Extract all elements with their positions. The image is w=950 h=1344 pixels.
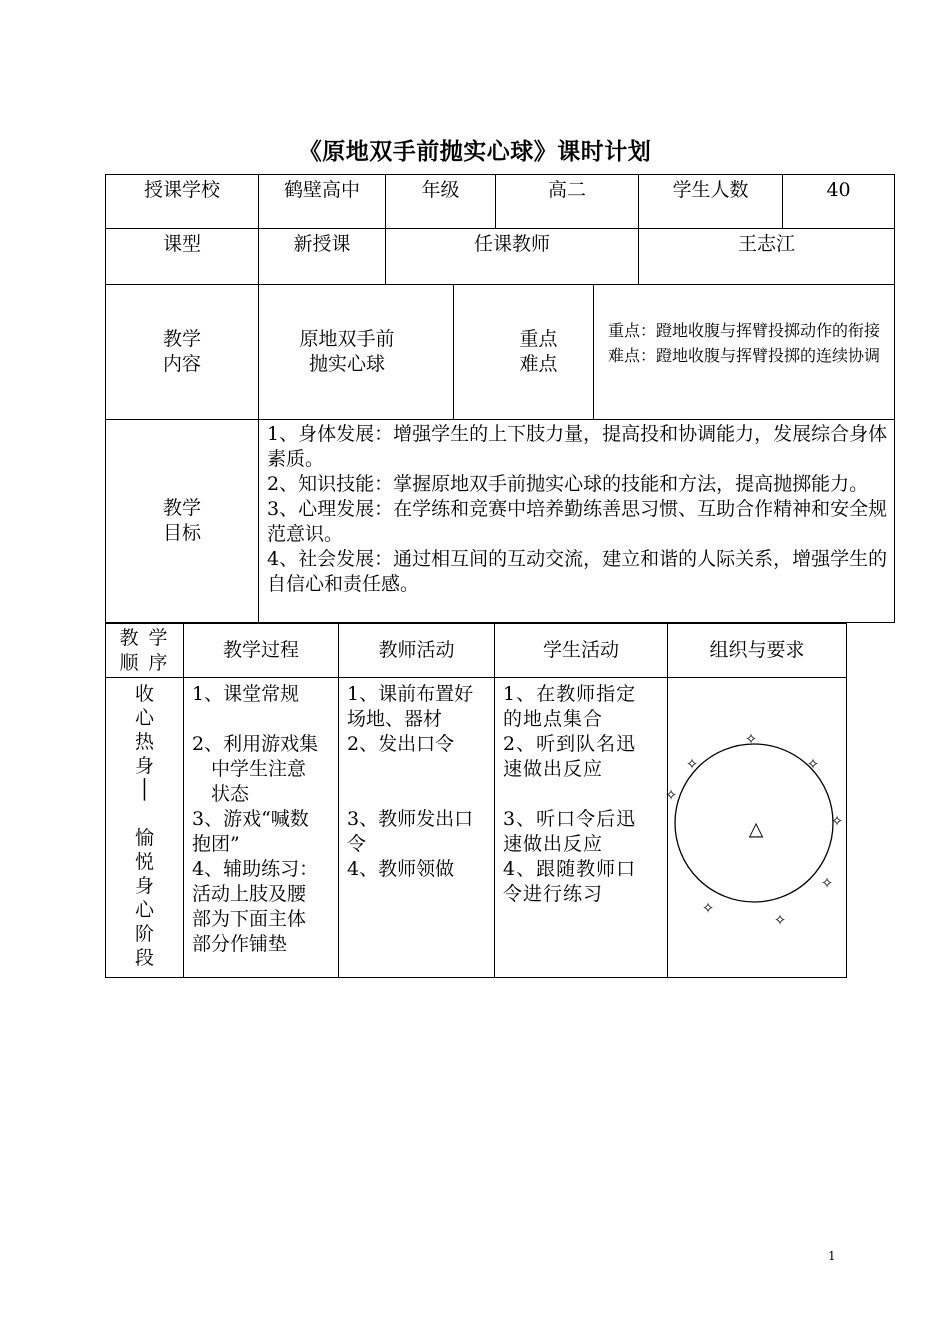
- student-marker: ✧: [820, 874, 834, 892]
- content-label: 教学 内容: [106, 285, 259, 420]
- students-value: 40: [783, 175, 895, 229]
- content-value: 原地双手前 抛实心球: [259, 285, 454, 420]
- process-steps: 1、课堂常规 2、利用游戏集 中学生注意 状态 3、游戏“喊数 抱团” 4、辅助练习： 活动上肢及腰 部为下面主体 部分作铺垫: [184, 678, 339, 978]
- stage-name: 收 心 热 身 │ 愉 悦 身 心 阶 段: [106, 678, 184, 978]
- header-teacher: 教师活动: [339, 624, 495, 678]
- difficulty-point: 难点：蹬地收腹与挥臂投掷的连续协调: [608, 346, 881, 365]
- header-organization: 组织与要求: [668, 624, 847, 678]
- teacher-marker: △: [748, 818, 764, 840]
- students-label: 学生人数: [639, 175, 783, 229]
- student-marker: ✧: [664, 786, 678, 804]
- teacher-label: 任课教师: [386, 229, 639, 285]
- objective-item: 3、心理发展：在学练和竞赛中培养勤练善思习惯、互助合作精神和安全规范意识。: [267, 498, 888, 545]
- student-activities: 1、在教师指定 的地点集合 2、听到队名迅 速做出反应 3、听口令后迅 速做出反应 4、跟随教师口 令进行练习: [495, 678, 668, 978]
- student-marker: ✧: [744, 730, 758, 748]
- objective-item: 1、身体发展：增强学生的上下肢力量，提高投和协调能力，发展综合身体素质。: [267, 423, 888, 470]
- school-value: 鹤壁高中: [259, 175, 386, 229]
- page-number: 1: [828, 1249, 836, 1263]
- objective-item: 4、社会发展：通过相互间的互动交流，建立和谐的人际关系，增强学生的自信心和责任感。: [267, 548, 888, 595]
- header-student: 学生活动: [495, 624, 668, 678]
- organization-cell: [664, 678, 847, 978]
- objectives-list: [259, 420, 895, 623]
- header-stage: 教 学 顺 序: [106, 624, 184, 678]
- student-marker: ✧: [830, 812, 844, 830]
- school-label: 授课学校: [106, 175, 259, 229]
- student-marker: ✧: [773, 911, 787, 929]
- teacher-activities: 1、课前布置好 场地、器材 2、发出口令 3、教师发出口 令 4、教师领做: [339, 678, 495, 978]
- keypoints-label: 重点 难点: [454, 285, 594, 420]
- header-process: 教学过程: [184, 624, 339, 678]
- student-marker: ✧: [685, 755, 699, 773]
- teacher-value: 王志江: [639, 229, 895, 285]
- objectives-label: 教学 目标: [106, 420, 259, 623]
- type-label: 课型: [106, 229, 259, 285]
- process-table: [105, 623, 847, 978]
- page-title: 《原地双手前抛实心球》课时计划: [298, 138, 652, 165]
- formation-diagram: [664, 678, 847, 978]
- student-marker: ✧: [806, 755, 820, 773]
- grade-label: 年级: [386, 175, 496, 229]
- type-value: 新授课: [259, 229, 386, 285]
- keypoints-cell: [594, 285, 895, 420]
- lesson-info-table: [105, 174, 895, 623]
- objective-item: 2、知识技能：掌握原地双手前抛实心球的技能和方法，提高抛掷能力。: [267, 473, 869, 495]
- key-point: 重点：蹬地收腹与挥臂投掷动作的衔接: [608, 321, 881, 340]
- student-marker: ✧: [701, 899, 715, 917]
- grade-value: 高二: [496, 175, 639, 229]
